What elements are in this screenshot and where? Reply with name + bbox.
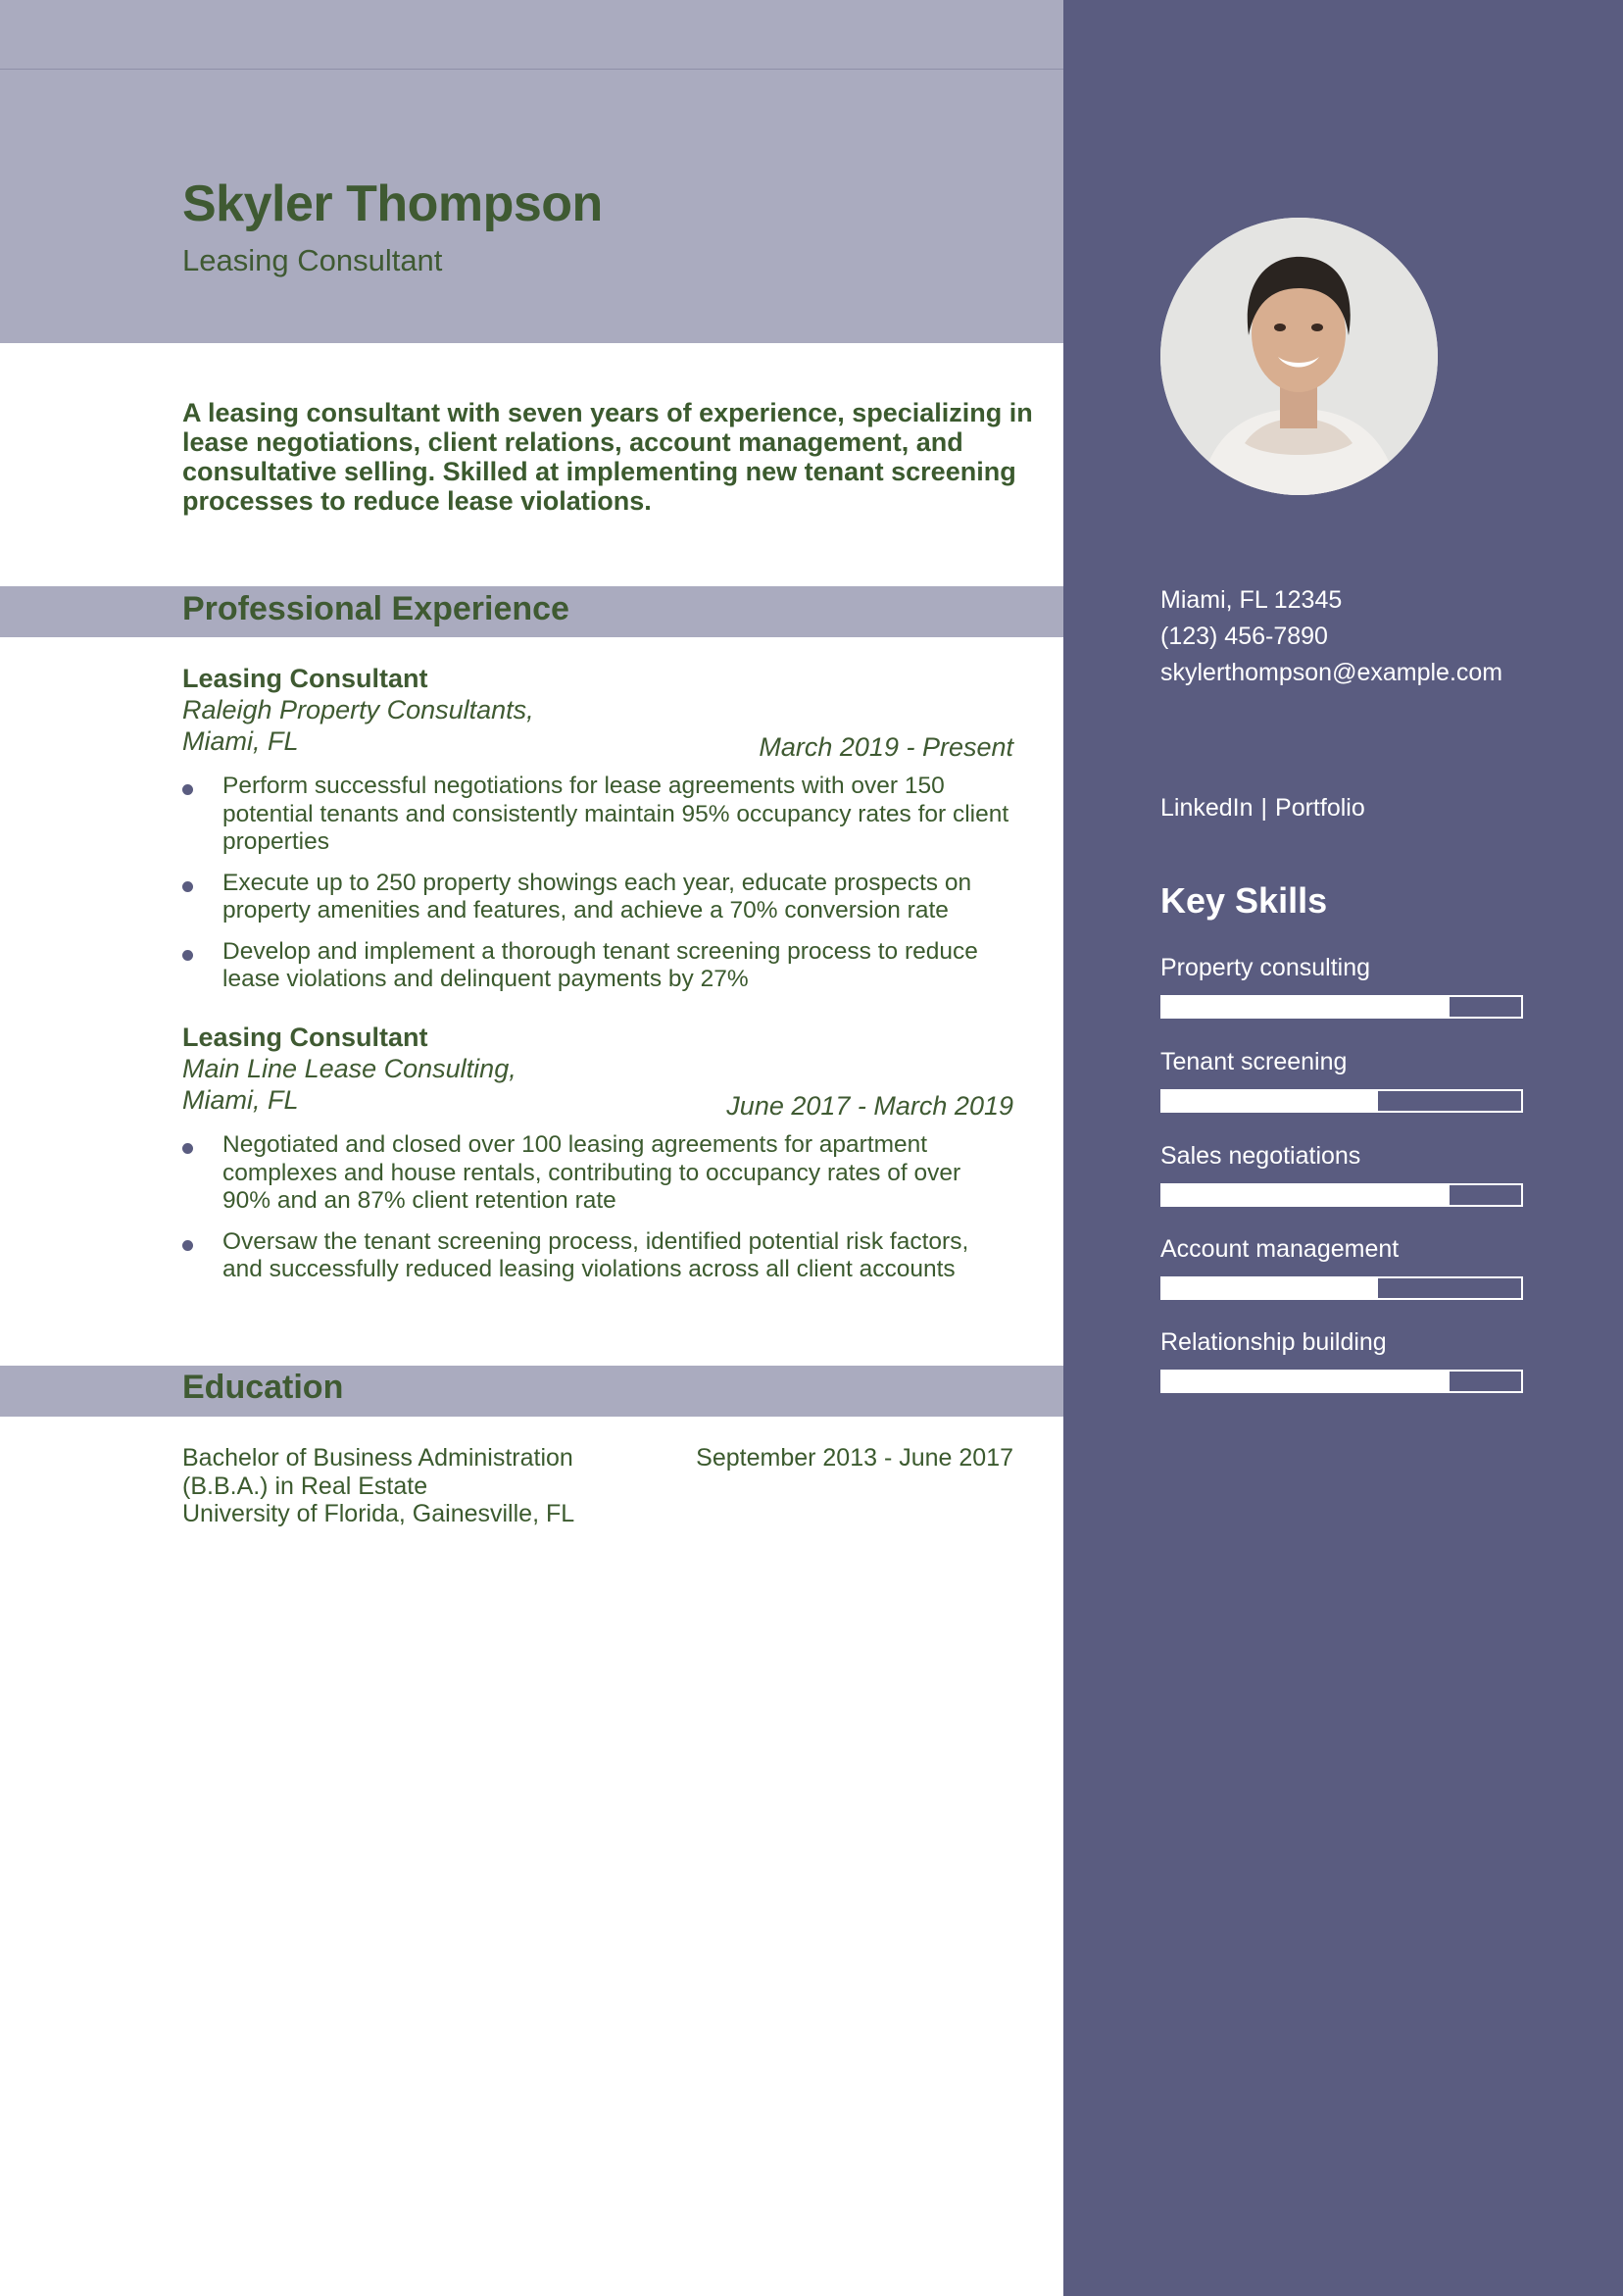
job-dates: June 2017 - March 2019 xyxy=(726,1091,1013,1121)
skill-label: Property consulting xyxy=(1160,954,1371,981)
skill-item xyxy=(1160,1047,1523,1113)
bullet-dot-icon xyxy=(182,950,193,961)
skill-bar xyxy=(1160,1276,1523,1300)
bullet-dot-icon xyxy=(182,1143,193,1154)
skill-bar-fill xyxy=(1162,1091,1378,1111)
skill-bar-fill xyxy=(1162,1278,1378,1298)
contact-location: Miami, FL 12345 xyxy=(1160,586,1343,614)
skill-label: Tenant screening xyxy=(1160,1048,1348,1075)
candidate-name: Skyler Thompson xyxy=(182,175,603,232)
bullet-dot-icon xyxy=(182,784,193,795)
bullet-item: Negotiated and closed over 100 leasing agreements for apartment complexes and house rentals, contributing to occupancy rates of over 90% and an 87% client retention rate xyxy=(182,1131,1013,1216)
job-entry xyxy=(182,1022,1013,1297)
header-divider xyxy=(0,69,1063,70)
skill-bar-fill xyxy=(1162,1372,1450,1391)
bullet-dot-icon xyxy=(182,1240,193,1251)
job-role: Leasing Consultant xyxy=(182,1023,428,1052)
bullet-item: Execute up to 250 property showings each year, educate prospects on property amenities and features, and achieve a 70% conversion rate xyxy=(182,870,1013,925)
profile-links xyxy=(1160,794,1365,823)
skill-label: Sales negotiations xyxy=(1160,1142,1361,1170)
header-band xyxy=(0,0,1063,343)
bullet-item: Perform successful negotiations for lease agreements with over 150 potential tenants and consistently maintain 95% occupancy rates for client properties xyxy=(182,773,1013,857)
job-company: Raleigh Property Consultants, xyxy=(182,695,534,724)
skill-item xyxy=(1160,1141,1523,1207)
job-dates: March 2019 - Present xyxy=(759,732,1013,762)
summary: A leasing consultant with seven years of experience, specializing in lease negotiations, client relations, account management, and consultative selling. Skilled at implementing new tenant screening processes to reduce lease violations. xyxy=(182,398,1033,516)
job-company: Main Line Lease Consulting, xyxy=(182,1054,516,1083)
skills-heading: Key Skills xyxy=(1160,880,1328,921)
skill-item xyxy=(1160,1234,1523,1300)
contact-email[interactable]: skylerthompson@example.com xyxy=(1160,659,1503,686)
job-role: Leasing Consultant xyxy=(182,664,428,693)
linkedin-link[interactable]: LinkedIn xyxy=(1160,794,1254,822)
job-location: Miami, FL xyxy=(182,726,299,756)
education-heading: Education xyxy=(182,1369,344,1406)
skill-label: Account management xyxy=(1160,1235,1400,1263)
skill-bar xyxy=(1160,1183,1523,1207)
portfolio-link[interactable]: Portfolio xyxy=(1275,794,1365,822)
skill-item xyxy=(1160,1327,1523,1393)
profile-photo xyxy=(1160,218,1438,495)
job-entry xyxy=(182,663,1013,1007)
skill-bar xyxy=(1160,1089,1523,1113)
education-school: University of Florida, Gainesville, FL xyxy=(182,1500,575,1527)
skill-bar xyxy=(1160,1370,1523,1393)
job-bullets xyxy=(182,1131,1013,1284)
skill-bar-fill xyxy=(1162,1185,1450,1205)
person-portrait-icon xyxy=(1160,218,1438,495)
skill-bar xyxy=(1160,995,1523,1019)
skill-bar-fill xyxy=(1162,997,1450,1017)
education-band xyxy=(0,1366,1063,1417)
contact-phone: (123) 456-7890 xyxy=(1160,623,1328,650)
bullet-item: Develop and implement a thorough tenant screening process to reduce lease violations and delinquent payments by 27% xyxy=(182,938,1013,994)
bullet-dot-icon xyxy=(182,881,193,892)
education-degree: Bachelor of Business Administration (B.B.A.) in Real Estate xyxy=(182,1444,573,1500)
experience-heading: Professional Experience xyxy=(182,590,569,627)
job-bullets xyxy=(182,773,1013,994)
skill-label: Relationship building xyxy=(1160,1328,1387,1356)
candidate-title: Leasing Consultant xyxy=(182,243,443,277)
skill-item xyxy=(1160,953,1523,1019)
bullet-item: Oversaw the tenant screening process, identified potential risk factors, and successfully reduced leasing violations across all client accounts xyxy=(182,1228,1013,1284)
education-dates: September 2013 - June 2017 xyxy=(696,1444,1013,1472)
job-location: Miami, FL xyxy=(182,1085,299,1115)
link-separator: | xyxy=(1260,794,1268,822)
